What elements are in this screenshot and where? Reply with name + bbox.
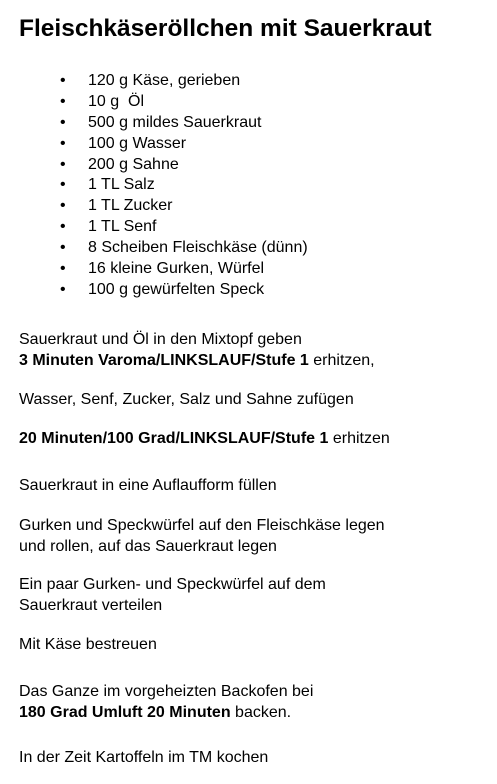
ingredient-text: 1 TL Zucker — [88, 197, 173, 215]
ingredient-list — [0, 71, 308, 301]
ingredient-item — [0, 238, 308, 259]
ingredient-item — [0, 217, 157, 238]
ingredient-text: 100 g gewürfelten Speck — [88, 280, 265, 298]
step-line: Ein paar Gurken- und Speckwürfel auf dem — [19, 576, 326, 593]
step-line: Sauerkraut verteilen — [19, 597, 163, 614]
step-line: Mit Käse bestreuen — [19, 636, 157, 653]
step-emphasis: 20 Minuten/100 Grad/LINKSLAUF/Stufe 1 — [19, 430, 329, 447]
step-line — [19, 702, 291, 723]
ingredient-item — [0, 175, 155, 196]
bullet-icon: • — [60, 155, 66, 173]
step-line — [19, 350, 375, 371]
bullet-icon: • — [60, 239, 66, 257]
step-line: Sauerkraut in eine Auflaufform füllen — [19, 477, 277, 494]
ingredient-text: 8 Scheiben Fleischkäse (dünn) — [88, 239, 308, 257]
step-line: und rollen, auf das Sauerkraut legen — [19, 538, 277, 555]
ingredient-text: 1 TL Senf — [88, 218, 157, 236]
ingredient-item — [0, 92, 145, 113]
step-line: Gurken und Speckwürfel auf den Fleischkäse legen — [19, 517, 385, 534]
step-line — [19, 428, 390, 449]
bullet-icon: • — [60, 218, 66, 236]
ingredient-item — [0, 71, 241, 92]
ingredient-item — [0, 155, 179, 176]
step-line: In der Zeit Kartoffeln im TM kochen — [19, 749, 269, 766]
step-emphasis: 180 Grad Umluft 20 Minuten — [19, 704, 231, 721]
bullet-icon: • — [60, 92, 66, 110]
ingredient-text: 1 TL Salz — [88, 176, 155, 194]
bullet-icon: • — [60, 280, 66, 298]
step-line: Wasser, Senf, Zucker, Salz und Sahne zufügen — [19, 391, 354, 408]
bullet-icon: • — [60, 113, 66, 131]
ingredient-text: 200 g Sahne — [88, 155, 179, 173]
ingredient-text: 100 g Wasser — [88, 134, 187, 152]
step-line: Sauerkraut und Öl in den Mixtopf geben — [19, 331, 302, 348]
ingredient-text: 120 g Käse, gerieben — [88, 72, 241, 89]
step-emphasis: 3 Minuten Varoma/LINKSLAUF/Stufe 1 — [19, 352, 309, 369]
recipe-title: Fleischkäseröllchen mit Sauerkraut — [19, 15, 432, 42]
step-line: Das Ganze im vorgeheizten Backofen bei — [19, 683, 314, 700]
bullet-icon: • — [60, 72, 66, 89]
ingredient-item — [0, 280, 265, 301]
bullet-icon: • — [60, 260, 66, 278]
step-text: backen. — [230, 704, 292, 721]
ingredient-item — [0, 259, 265, 280]
step-text: erhitzen — [328, 430, 390, 447]
step-text: erhitzen, — [308, 352, 375, 369]
ingredient-item — [0, 134, 187, 155]
ingredient-text: 10 g Öl — [88, 92, 145, 110]
bullet-icon: • — [60, 176, 66, 194]
bullet-icon: • — [60, 134, 66, 152]
ingredient-text: 16 kleine Gurken, Würfel — [88, 260, 265, 278]
ingredient-item — [0, 196, 173, 217]
bullet-icon: • — [60, 197, 66, 215]
ingredient-text: 500 g mildes Sauerkraut — [88, 113, 262, 131]
ingredient-item — [0, 113, 262, 134]
